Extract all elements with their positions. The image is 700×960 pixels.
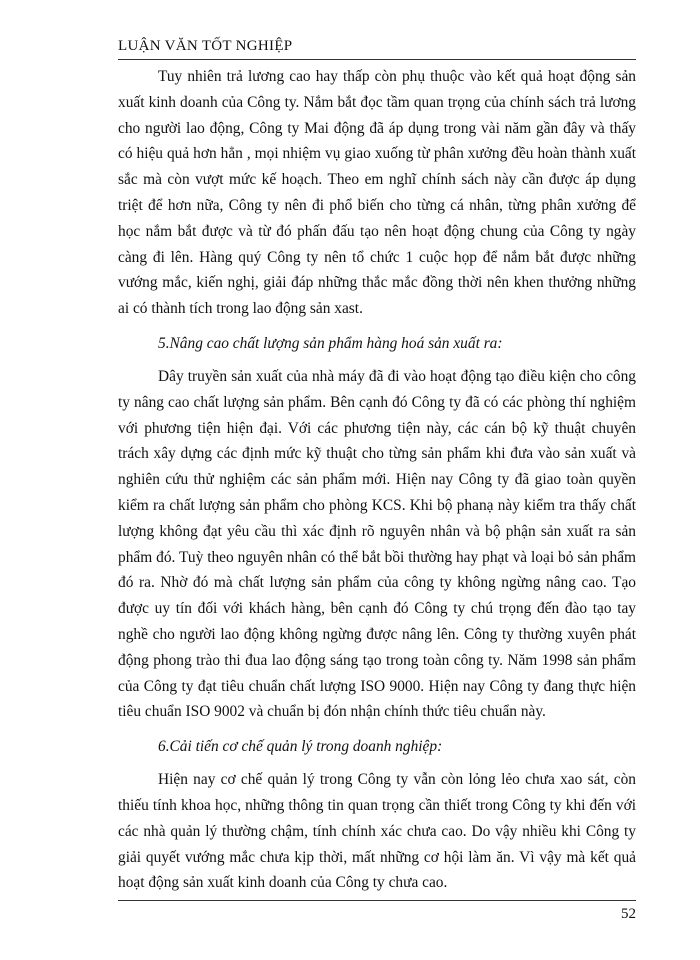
footer-rule (118, 900, 636, 901)
section-heading-5: 5.Nâng cao chất lượng sản phẩm hàng hoá sản xuất ra: (158, 334, 503, 352)
paragraph-product-quality: Dây truyền sản xuất của nhà máy đã đi vào hoạt động tạo điều kiện cho công ty nâng cao chất lượng sản phẩm. Bên cạnh đó Công ty đã có các phòng thí nghiệm với phương tiện hiện đại. Với các phương tiện này, các cán bộ kỹ thuật chuyên trách xây dựng các định mức kỹ thuật cho từng sản phẩm khi đưa vào sản xuất và nghiên cứu thử nghiệm các sản phẩm mới. Hiện nay Công ty đã giao toàn quyền kiểm ra chất lượng sản phẩm cho phòng KCS. Khi bộ phanạ này kiểm tra thấy chất lượng không đạt yêu cầu thì xác định rõ nguyên nhân và bộ phận sản xuất ra sản phẩm đó. Tuỳ theo nguyên nhân có thể bắt bồi thường hay phạt và loại bỏ sản phẩm đó ra. Nhờ đó mà chất lượng sản phẩm của công ty không ngừng nâng cao. Tạo được uy tín đối với khách hàng, bên cạnh đó Công ty chú trọng đến đào tạo tay nghề cho người lao động không ngừng được nâng lên. Công ty thường xuyên phát động phong trào thi đua lao động sáng tạo trong toàn công ty. Năm 1998 sản phẩm của Công ty đạt tiêu chuẩn chất lượng ISO 9000. Hiện nay Công ty đang thực hiện tiêu chuẩn ISO 9002 và chuẩn bị đón nhận chính thức tiêu chuẩn này. (118, 367, 636, 721)
paragraph-management: Hiện nay cơ chế quản lý trong Công ty vẫn còn lỏng lẻo chưa xao sát, còn thiếu tính khoa học, những thông tin quan trọng cần thiết trong Công ty khi đến với các nhà quản lý thường chậm, tính chính xác chưa cao. Do vậy nhiều khi Công ty giải quyết vướng mắc chưa kịp thời, mất những cơ hội làm ăn. Vì vậy mà kết quả hoạt động sản xuất kinh doanh của Công ty chưa cao. (118, 771, 636, 892)
section-heading-6: 6.Cải tiến cơ chế quản lý trong doanh nghiệp: (158, 738, 443, 756)
running-header: LUẬN VĂN TỐT NGHIỆP (118, 38, 293, 54)
page-number: 52 (621, 906, 636, 922)
document-body (118, 64, 636, 896)
header-rule (118, 59, 636, 60)
paragraph-salary-policy: Tuy nhiên trả lương cao hay thấp còn phụ thuộc vào kết quả hoạt động sản xuất kinh doanh của Công ty. Nắm bắt đọc tầm quan trọng của chính sách trả lương cho người lao động, Công ty Mai động đã áp dụng trong vài năm gần đây và thấy có hiệu quả hơn hẳn , mọi nhiệm vụ giao xuống từ phân xưởng đều hoàn thành xuất sắc mà còn vượt mức kế hoạch. Theo em nghĩ chính sách này cần được áp dụng triệt để hơn nữa, Công ty nên đi phổ biến cho từng cá nhân, từng phân xưởng để học nắm bắt được và từ đó phấn đấu tạo nên hoạt động chung của Công ty ngày càng đi lên. Hàng quý Công ty nên tổ chức 1 cuộc họp để nắm bắt được những vướng mắc, kiến nghị, giải đáp những thắc mắc đồng thời nên khen thưởng những ai có thành tích trong lao động sản xast. (118, 68, 636, 318)
